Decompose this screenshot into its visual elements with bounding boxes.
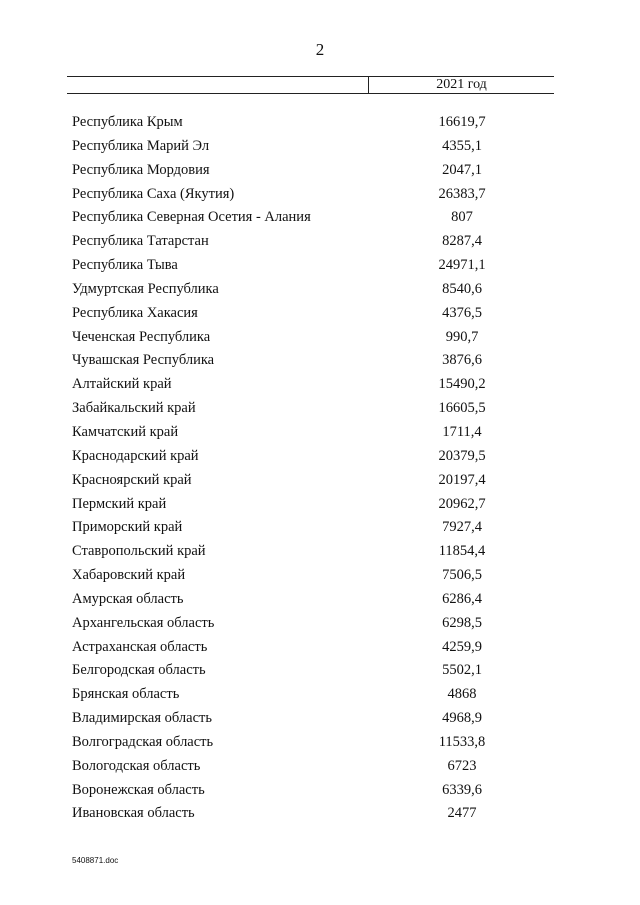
region-value: 2047,1 bbox=[442, 161, 482, 178]
table-row bbox=[0, 754, 640, 778]
table-body bbox=[0, 110, 640, 825]
region-name: Красноярский край bbox=[72, 471, 192, 488]
region-name: Республика Северная Осетия - Алания bbox=[72, 209, 311, 226]
region-value: 4376,5 bbox=[442, 304, 482, 321]
region-name: Ивановская область bbox=[72, 805, 195, 822]
table-row bbox=[0, 492, 640, 516]
region-value: 11854,4 bbox=[438, 543, 486, 560]
region-name: Ставропольский край bbox=[72, 543, 206, 560]
region-name: Камчатский край bbox=[72, 423, 179, 440]
table-row bbox=[0, 110, 640, 134]
region-name: Волгоградская область bbox=[72, 733, 214, 750]
table-row bbox=[0, 539, 640, 563]
region-name: Амурская область bbox=[72, 590, 184, 607]
region-name: Хабаровский край bbox=[72, 567, 186, 584]
table-row bbox=[0, 301, 640, 325]
region-value: 4259,9 bbox=[442, 638, 482, 655]
table-row bbox=[0, 396, 640, 420]
table-row bbox=[0, 587, 640, 611]
region-value: 20197,4 bbox=[438, 471, 486, 488]
page-number: 2 bbox=[315, 40, 325, 59]
region-value: 15490,2 bbox=[438, 376, 486, 393]
region-name: Республика Тыва bbox=[72, 257, 178, 274]
region-value: 16605,5 bbox=[438, 400, 486, 417]
region-value: 6286,4 bbox=[442, 590, 482, 607]
region-value: 990,7 bbox=[445, 328, 479, 345]
region-name: Белгородская область bbox=[72, 662, 206, 679]
region-value: 4355,1 bbox=[442, 137, 482, 154]
region-name: Архангельская область bbox=[72, 614, 215, 631]
region-name: Удмуртская Республика bbox=[72, 280, 219, 297]
region-name: Чеченская Республика bbox=[72, 328, 211, 345]
region-value: 3876,6 bbox=[442, 352, 482, 369]
table-row bbox=[0, 253, 640, 277]
table-row bbox=[0, 515, 640, 539]
region-name: Астраханская область bbox=[72, 638, 208, 655]
table-row bbox=[0, 778, 640, 802]
region-value: 807 bbox=[451, 209, 473, 226]
table-row bbox=[0, 420, 640, 444]
region-name: Пермский край bbox=[72, 495, 167, 512]
region-value: 7506,5 bbox=[442, 567, 482, 584]
table-row bbox=[0, 611, 640, 635]
region-value: 7927,4 bbox=[442, 519, 482, 536]
region-name: Республика Крым bbox=[72, 114, 183, 130]
document-filename: 5408871.doc bbox=[72, 856, 119, 865]
region-value: 8287,4 bbox=[442, 233, 482, 250]
table-row bbox=[0, 658, 640, 682]
region-name: Краснодарский край bbox=[72, 447, 199, 464]
table-row bbox=[0, 158, 640, 182]
table-row bbox=[0, 229, 640, 253]
region-value: 6298,5 bbox=[442, 614, 482, 631]
table-row bbox=[0, 134, 640, 158]
region-value: 5502,1 bbox=[442, 662, 482, 679]
region-name: Брянская область bbox=[72, 686, 180, 703]
table-row bbox=[0, 325, 640, 349]
region-name: Забайкальский край bbox=[72, 400, 196, 417]
region-value: 16619,7 bbox=[438, 114, 486, 130]
table-row bbox=[0, 468, 640, 492]
region-name: Приморский край bbox=[72, 519, 183, 536]
table-row bbox=[0, 277, 640, 301]
column-header-year: 2021 год bbox=[436, 77, 487, 92]
table-row bbox=[0, 635, 640, 659]
table-row bbox=[0, 348, 640, 372]
table-header bbox=[67, 76, 554, 94]
region-value: 6339,6 bbox=[442, 781, 482, 798]
table-row bbox=[0, 801, 640, 825]
region-value: 11533,8 bbox=[438, 733, 486, 750]
table-row bbox=[0, 182, 640, 206]
region-value: 1711,4 bbox=[442, 423, 482, 440]
region-value: 4968,9 bbox=[442, 710, 482, 727]
region-value: 4868 bbox=[447, 686, 477, 703]
region-name: Республика Марий Эл bbox=[72, 137, 210, 154]
region-name: Чувашская Республика bbox=[72, 352, 215, 369]
region-value: 26383,7 bbox=[438, 185, 486, 202]
table-row bbox=[0, 682, 640, 706]
region-value: 20379,5 bbox=[438, 447, 486, 464]
region-name: Республика Хакасия bbox=[72, 304, 198, 321]
table-row bbox=[0, 372, 640, 396]
table-row bbox=[0, 706, 640, 730]
region-name: Республика Саха (Якутия) bbox=[72, 185, 235, 202]
table-row bbox=[0, 444, 640, 468]
table-row bbox=[0, 205, 640, 229]
region-value: 2477 bbox=[447, 805, 477, 822]
region-value: 20962,7 bbox=[438, 495, 486, 512]
region-value: 6723 bbox=[447, 757, 477, 774]
region-name: Владимирская область bbox=[72, 710, 212, 727]
region-name: Вологодская область bbox=[72, 757, 201, 774]
region-value: 24971,1 bbox=[438, 257, 486, 274]
region-name: Алтайский край bbox=[72, 376, 172, 393]
region-value: 8540,6 bbox=[442, 280, 482, 297]
region-name: Воронежская область bbox=[72, 781, 205, 798]
region-name: Республика Мордовия bbox=[72, 161, 210, 178]
table-row bbox=[0, 563, 640, 587]
region-name: Республика Татарстан bbox=[72, 233, 209, 250]
table-row bbox=[0, 730, 640, 754]
